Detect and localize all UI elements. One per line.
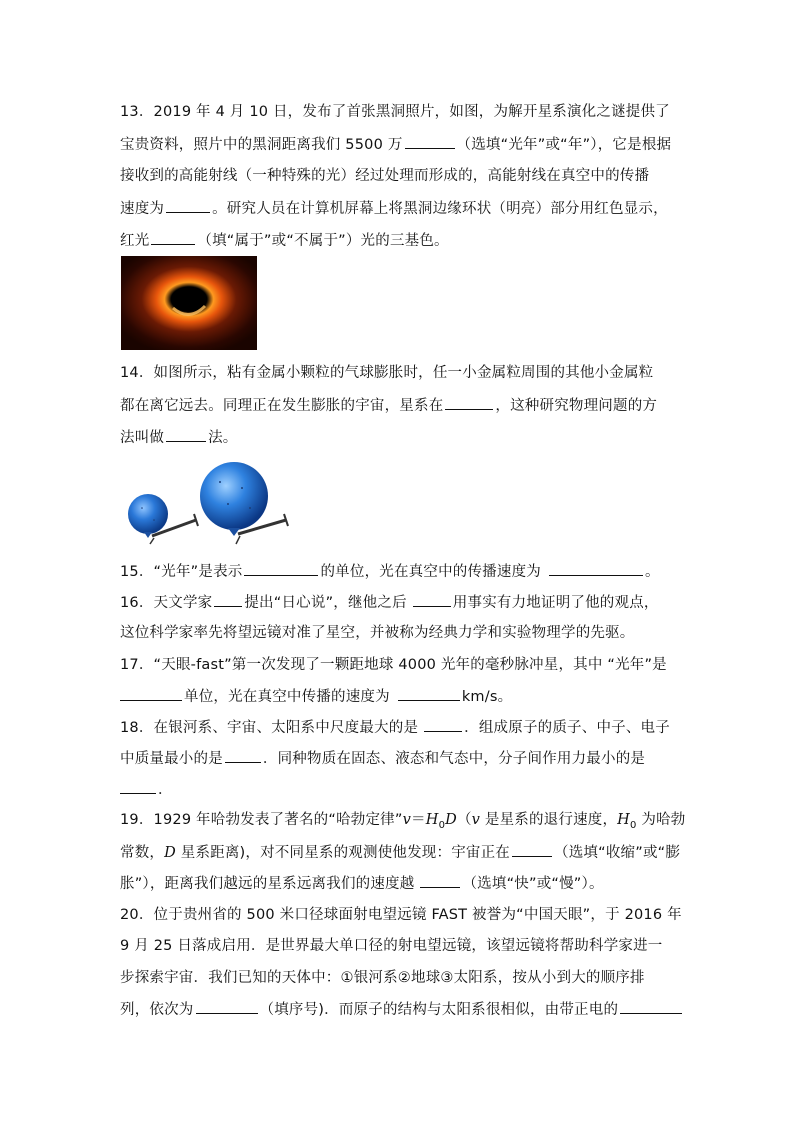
- q13-line-2: 宝贵资料，照片中的黑洞距离我们 5500 万 （选填“光年”或“年”），它是根据: [120, 134, 671, 155]
- q15-line-1: 15．“光年”是表示 的单位，光在真空中的传播速度为 。: [120, 561, 660, 582]
- q14-line-1: 14．如图所示，粘有金属小颗粒的气球膨胀时，任一小金属粒周围的其他小金属粒: [120, 365, 654, 381]
- q20-line-2: 9 月 25 日落成启用．是世界最大单口径的射电望远镜，该望远镜将帮助科学家进一: [120, 938, 663, 954]
- answer-blank[interactable]: [620, 999, 682, 1014]
- balloon-figure: [124, 458, 294, 550]
- answer-blank[interactable]: [398, 686, 460, 701]
- answer-blank[interactable]: [196, 999, 258, 1014]
- answer-blank[interactable]: [120, 779, 156, 794]
- q16-line-1: 16．天文学家 提出“日心说”，继他之后 用事实有力地证明了他的观点，: [120, 592, 659, 613]
- answer-blank[interactable]: [413, 592, 451, 607]
- answer-blank[interactable]: [120, 686, 182, 701]
- answer-blank[interactable]: [166, 198, 210, 213]
- q18-line-3: ．: [120, 779, 173, 800]
- answer-blank[interactable]: [405, 134, 455, 149]
- answer-blank[interactable]: [166, 427, 206, 442]
- q20-line-4: 列，依次为 （填序号)．而原子的结构与太阳系很相似，由带正电的: [120, 999, 684, 1020]
- q17-line-2: 单位，光在真空中传播的速度为 km/s。: [120, 686, 512, 707]
- q18-line-2: 中质量最小的是 ．同种物质在固态、液态和气态中，分子间作用力最小的是: [120, 748, 645, 769]
- q17-line-1: 17．“天眼-fast”第一次发现了一颗距地球 4000 光年的毫秒脉冲星，其中 “光年”是: [120, 657, 667, 673]
- q13-line-1: 13．2019 年 4 月 10 日，发布了首张黑洞照片，如图，为解开星系演化之谜提供了: [120, 104, 670, 120]
- answer-blank[interactable]: [225, 748, 261, 763]
- answer-blank[interactable]: [214, 592, 242, 607]
- q20-line-3: 步探索宇宙．我们已知的天体中：①银河系②地球③太阳系，按从小到大的顺序排: [120, 970, 645, 986]
- q19-line-2: 常数，D 星系距离)，对不同星系的观测使他发现：宇宙正在 （选填“收缩”或“膨: [120, 842, 680, 863]
- answer-blank[interactable]: [512, 842, 552, 857]
- q13-line-3: 接收到的高能射线（一种特殊的光）经过处理而形成的，高能射线在真空中的传播: [120, 168, 650, 184]
- q14-line-3: 法叫做 法。: [120, 427, 238, 448]
- answer-blank[interactable]: [445, 395, 493, 410]
- q16-line-2: 这位科学家率先将望远镜对准了星空，并被称为经典力学和实验物理学的先驱。: [120, 625, 635, 641]
- q14-line-2: 都在离它远去。同理正在发生膨胀的宇宙，星系在 ，这种研究物理问题的方: [120, 395, 657, 416]
- q13-line-4: 速度为 。研究人员在计算机屏幕上将黑洞边缘环状（明亮）部分用红色显示，: [120, 198, 668, 219]
- q13-line-5: 红光 （填“属于”或“不属于”）光的三基色。: [120, 230, 449, 251]
- answer-blank[interactable]: [151, 230, 195, 245]
- answer-blank[interactable]: [424, 717, 462, 732]
- answer-blank[interactable]: [244, 561, 318, 576]
- q18-line-1: 18．在银河系、宇宙、太阳系中尺度最大的是 ．组成原子的质子、中子、电子: [120, 717, 670, 738]
- q19-line-3: 胀”），距离我们越远的星系远离我们的速度越 （选填“快”或“慢”）。: [120, 873, 604, 894]
- answer-blank[interactable]: [420, 873, 460, 888]
- q19-line-1: 19．1929 年哈勃发表了著名的“哈勃定律$”v=H_0D(v$ 是星系的退行速度，$H_0$ 为哈勃: [120, 812, 686, 831]
- answer-blank[interactable]: [549, 561, 643, 576]
- q20-line-1: 20．位于贵州省的 500 米口径球面射电望远镜 FAST 被誉为“中国天眼”，于 2016 年: [120, 907, 682, 923]
- black-hole-image: [121, 256, 257, 350]
